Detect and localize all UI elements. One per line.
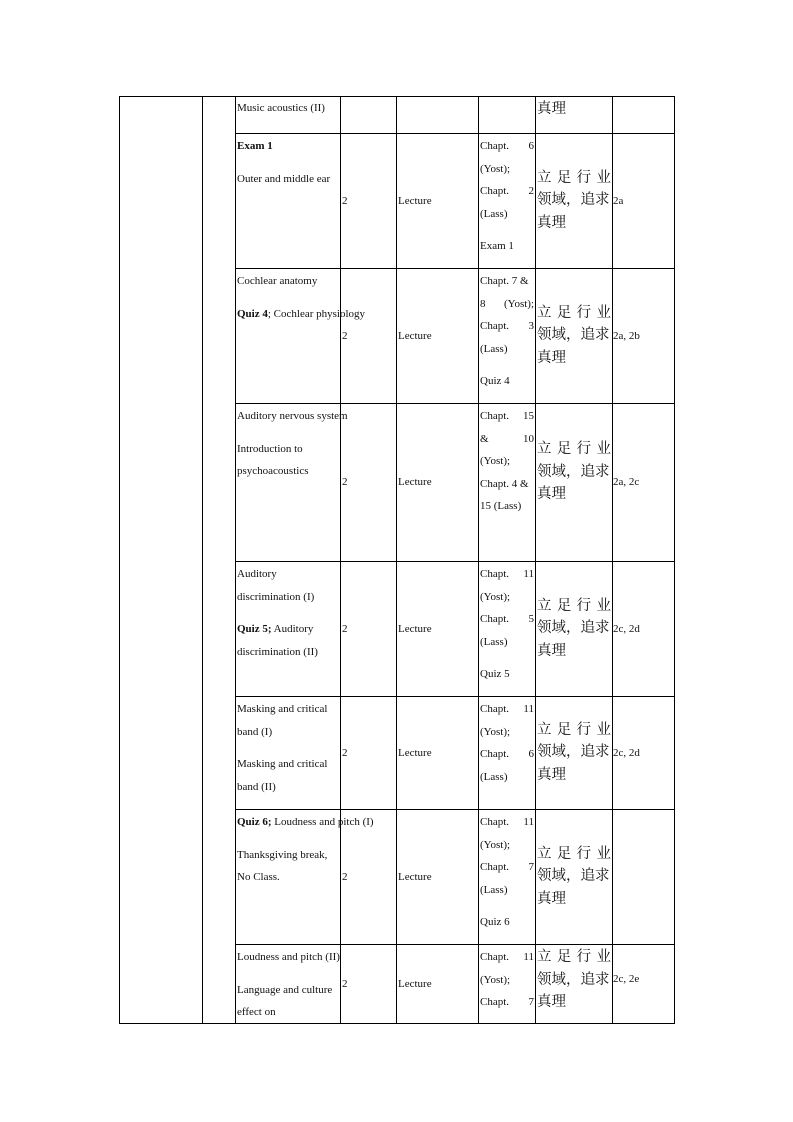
ideology-line xyxy=(537,843,611,866)
reading-line xyxy=(480,405,534,428)
ideology-line xyxy=(537,483,611,506)
ideology-line xyxy=(537,167,611,190)
reading-number: 10 xyxy=(523,432,534,445)
teaching-method-cell xyxy=(398,133,477,268)
ideology-text: 领域，追求 xyxy=(537,620,610,637)
topic-line xyxy=(237,844,339,889)
hours-cell xyxy=(342,403,395,561)
reading-text: Chapt. xyxy=(480,613,510,626)
topic-text: Outer and middle ear xyxy=(237,172,331,185)
topic-text: Auditory nervous system xyxy=(237,410,348,422)
reading-number: 6 xyxy=(528,748,534,761)
reading-line xyxy=(480,270,534,293)
ideology-text: 真理 xyxy=(537,766,566,783)
topic-text: Masking and critical band (II) xyxy=(237,758,328,793)
ideology-char: 业 xyxy=(596,721,611,738)
learning-outcome-value: 2c, 2d xyxy=(613,746,640,759)
ideology-text: 真理 xyxy=(537,101,566,117)
reading-text: Chapt. xyxy=(480,996,510,1009)
reading-text: Exam 1 xyxy=(480,240,514,253)
ideology-text: 真理 xyxy=(537,890,566,907)
reading-cell xyxy=(480,811,534,943)
learning-outcome-value: 2a, 2b xyxy=(613,329,640,342)
ideology-cell xyxy=(537,302,611,370)
reading-line xyxy=(480,180,534,203)
teaching-method-cell xyxy=(398,268,477,403)
reading-text: (Lass) xyxy=(480,770,508,783)
learning-outcome-cell xyxy=(613,133,673,268)
reading-cell xyxy=(480,563,534,695)
learning-outcome-value: 2c, 2d xyxy=(613,622,640,635)
hours-value: 2 xyxy=(342,977,348,990)
reading-text: (Lass) xyxy=(480,342,508,355)
hours-cell xyxy=(342,268,395,403)
reading-number: 11 xyxy=(523,568,534,580)
reading-line xyxy=(480,135,534,158)
reading-line xyxy=(480,235,534,258)
topic-text: Music acoustics (II) xyxy=(237,102,325,114)
reading-text: Chapt. xyxy=(480,185,510,198)
reading-line xyxy=(480,428,534,451)
ideology-cell xyxy=(537,719,611,787)
ideology-char: 业 xyxy=(596,304,611,321)
reading-text: Chapt. xyxy=(480,568,510,580)
reading-number: 11 xyxy=(523,816,534,828)
ideology-line xyxy=(537,617,611,640)
topic-line xyxy=(237,811,374,834)
ideology-line xyxy=(537,324,611,347)
reading-line xyxy=(480,911,534,934)
hours-cell xyxy=(342,133,395,268)
ideology-char: 立 xyxy=(537,304,552,321)
reading-text: (Lass) xyxy=(480,635,508,648)
learning-outcome-value: 2c, 2e xyxy=(613,973,640,985)
reading-text: (Yost); xyxy=(480,725,511,738)
table-column-rule xyxy=(396,96,397,1024)
reading-number: 11 xyxy=(523,703,534,715)
ideology-line xyxy=(537,98,611,121)
ideology-line xyxy=(537,946,611,969)
reading-cell xyxy=(480,405,534,560)
topic-cell xyxy=(237,404,348,561)
ideology-line xyxy=(537,741,611,764)
teaching-method-value: Lecture xyxy=(398,476,432,488)
reading-number: 7 xyxy=(528,861,534,874)
reading-line xyxy=(480,663,534,686)
reading-text: (Lass) xyxy=(480,207,508,220)
reading-text: Quiz 6 xyxy=(480,916,510,929)
reading-text: Chapt. xyxy=(480,410,510,422)
topic-text: Introduction to psychoacoustics xyxy=(237,442,309,478)
topic-cell xyxy=(237,697,339,809)
hours-value: 2 xyxy=(342,746,348,759)
reading-text: (Lass) xyxy=(480,883,508,896)
ideology-line xyxy=(537,888,611,911)
reading-line xyxy=(480,631,534,654)
ideology-char: 立 xyxy=(537,721,552,738)
ideology-char: 立 xyxy=(537,169,552,186)
topic-line xyxy=(237,405,348,428)
ideology-char: 行 xyxy=(576,949,592,965)
hours-value: 2 xyxy=(342,622,348,635)
hours-cell xyxy=(342,809,395,944)
topic-bold-text: Exam 1 xyxy=(237,140,273,152)
topic-line xyxy=(237,97,339,120)
hours-value: 2 xyxy=(342,870,348,883)
learning-outcome-cell xyxy=(613,561,673,696)
reading-line xyxy=(480,495,534,518)
ideology-char: 业 xyxy=(596,597,611,614)
hours-value: 2 xyxy=(342,329,348,342)
hours-cell xyxy=(342,944,395,1023)
topic-text: Language and culture effect on xyxy=(237,983,333,1019)
ideology-char: 立 xyxy=(537,949,552,965)
ideology-line xyxy=(537,212,611,235)
ideology-text: 真理 xyxy=(537,486,566,503)
learning-outcome-value: 2a xyxy=(613,194,624,207)
reading-line xyxy=(480,203,534,226)
reading-number: 3 xyxy=(528,320,534,333)
reading-line xyxy=(480,338,534,361)
reading-line xyxy=(480,586,534,609)
ideology-line xyxy=(537,189,611,212)
topic-text: Masking and critical band (I) xyxy=(237,703,328,738)
ideology-line xyxy=(537,347,611,370)
teaching-method-cell xyxy=(398,696,477,809)
ideology-line xyxy=(537,461,611,484)
topic-bold-text: Quiz 4 xyxy=(237,307,268,320)
topic-cell xyxy=(237,562,339,696)
reading-line xyxy=(480,698,534,721)
reading-line xyxy=(480,991,534,1014)
reading-line xyxy=(480,969,534,992)
ideology-text: 领域，追求 xyxy=(537,971,610,988)
reading-text: Chapt. xyxy=(480,320,510,333)
reading-text: (Yost); xyxy=(480,162,511,175)
ideology-cell xyxy=(537,98,611,121)
topic-line xyxy=(237,946,339,969)
table-column-rule xyxy=(478,96,479,1024)
ideology-char: 足 xyxy=(556,441,572,458)
learning-outcome-cell xyxy=(613,696,673,809)
ideology-cell xyxy=(537,843,611,911)
reading-line xyxy=(480,370,534,393)
topic-line xyxy=(237,563,339,608)
ideology-text: 真理 xyxy=(537,349,566,366)
reading-text: (Yost); xyxy=(480,973,511,986)
learning-outcome-cell xyxy=(613,809,673,944)
reading-text: 8 xyxy=(480,297,486,310)
ideology-char: 足 xyxy=(556,169,572,186)
ideology-line xyxy=(537,302,611,325)
reading-text: Chapt. 4 & xyxy=(480,477,529,490)
reading-text: & xyxy=(480,432,489,445)
reading-text: Quiz 5 xyxy=(480,668,510,681)
teaching-method-value: Lecture xyxy=(398,977,432,990)
topic-line xyxy=(237,303,366,326)
hours-cell xyxy=(342,96,395,133)
reading-line xyxy=(480,608,534,631)
reading-number: 11 xyxy=(523,951,534,963)
reading-line xyxy=(480,811,534,834)
table-column-rule xyxy=(674,96,675,1024)
topic-cell xyxy=(237,269,366,403)
ideology-char: 业 xyxy=(596,169,611,186)
teaching-method-value: Lecture xyxy=(398,194,432,207)
reading-line xyxy=(480,856,534,879)
ideology-text: 真理 xyxy=(537,642,566,659)
reading-line xyxy=(480,450,534,473)
ideology-char: 立 xyxy=(537,441,552,458)
ideology-text: 真理 xyxy=(537,214,566,231)
ideology-line xyxy=(537,969,611,992)
reading-line xyxy=(480,315,534,338)
ideology-line xyxy=(537,865,611,888)
ideology-line xyxy=(537,438,611,461)
reading-number: 5 xyxy=(528,613,534,626)
ideology-text: 领域，追求 xyxy=(537,327,610,344)
learning-outcome-cell xyxy=(613,944,673,1014)
learning-outcome-cell xyxy=(613,268,673,403)
ideology-char: 行 xyxy=(576,597,592,614)
ideology-char: 足 xyxy=(556,597,572,614)
ideology-char: 足 xyxy=(556,845,572,862)
ideology-char: 业 xyxy=(596,845,611,862)
topic-text: Cochlear anatomy xyxy=(237,275,318,287)
ideology-cell xyxy=(537,946,611,1014)
reading-line xyxy=(480,721,534,744)
reading-line xyxy=(480,563,534,586)
ideology-text: 领域，追求 xyxy=(537,463,610,480)
ideology-text: 领域，追求 xyxy=(537,744,610,761)
reading-text: Chapt. 7 & xyxy=(480,275,529,287)
table-column-rule xyxy=(119,96,120,1024)
reading-cell xyxy=(480,270,534,402)
ideology-char: 足 xyxy=(556,721,572,738)
ideology-char: 立 xyxy=(537,597,552,614)
topic-line xyxy=(237,135,339,158)
topic-cell xyxy=(237,810,374,944)
ideology-text: 领域，追求 xyxy=(537,868,610,885)
table-row-rule xyxy=(119,1023,675,1024)
topic-line xyxy=(237,438,339,483)
topic-line xyxy=(237,979,339,1024)
reading-text: Chapt. xyxy=(480,951,510,963)
table-column-rule xyxy=(202,96,203,1024)
table-column-rule xyxy=(235,96,236,1024)
ideology-line xyxy=(537,719,611,742)
reading-cell xyxy=(480,98,534,132)
topic-bold-text: Quiz 6; xyxy=(237,816,272,828)
ideology-text: 真理 xyxy=(537,994,566,1010)
topic-text: Loudness and pitch (I) xyxy=(271,816,374,828)
hours-cell xyxy=(342,696,395,809)
reading-number: 6 xyxy=(528,140,534,152)
reading-text: Chapt. xyxy=(480,748,510,761)
topic-text: Thanksgiving break, No Class. xyxy=(237,848,328,884)
reading-cell xyxy=(480,946,534,1022)
reading-cell xyxy=(480,135,534,267)
ideology-text: 领域，追求 xyxy=(537,192,610,209)
ideology-line xyxy=(537,595,611,618)
teaching-method-value: Lecture xyxy=(398,870,432,883)
teaching-method-cell xyxy=(398,944,477,1023)
reading-line xyxy=(480,946,534,969)
ideology-char: 足 xyxy=(556,304,572,321)
ideology-char: 足 xyxy=(556,949,572,965)
reading-line xyxy=(480,743,534,766)
reading-text: Chapt. xyxy=(480,140,510,152)
learning-outcome-cell xyxy=(613,403,673,561)
reading-line xyxy=(480,879,534,902)
hours-value: 2 xyxy=(342,194,348,207)
topic-bold-text: Quiz 5; xyxy=(237,623,272,636)
teaching-method-cell xyxy=(398,403,477,561)
reading-text: Chapt. xyxy=(480,816,510,828)
reading-line xyxy=(480,158,534,181)
reading-text: (Yost); xyxy=(480,590,511,603)
topic-line xyxy=(237,270,339,293)
ideology-line xyxy=(537,640,611,663)
reading-line xyxy=(480,766,534,789)
reading-text: 15 (Lass) xyxy=(480,500,522,513)
reading-number: (Yost); xyxy=(503,297,534,310)
topic-line xyxy=(237,753,339,798)
topic-text: ; Cochlear physiology xyxy=(267,307,366,320)
reading-cell xyxy=(480,698,534,808)
reading-text: Quiz 4 xyxy=(480,375,510,388)
hours-value: 2 xyxy=(342,476,348,488)
reading-number: 15 xyxy=(523,410,534,422)
topic-cell xyxy=(237,945,339,1023)
reading-number: 2 xyxy=(528,185,534,198)
learning-outcome-cell xyxy=(613,96,673,133)
topic-text: Auditory discrimination (II) xyxy=(237,623,318,658)
ideology-cell xyxy=(537,167,611,235)
topic-text: Auditory discrimination (I) xyxy=(237,568,315,603)
ideology-line xyxy=(537,991,611,1014)
ideology-char: 行 xyxy=(576,845,592,862)
ideology-char: 业 xyxy=(596,441,611,458)
teaching-method-cell xyxy=(398,96,477,133)
ideology-cell xyxy=(537,438,611,506)
teaching-method-value: Lecture xyxy=(398,622,432,635)
reading-text: (Yost); xyxy=(480,838,511,851)
table-column-rule xyxy=(535,96,536,1024)
ideology-line xyxy=(537,764,611,787)
table-row-rule xyxy=(119,96,675,97)
table-column-rule xyxy=(340,96,341,1024)
course-schedule-table xyxy=(119,96,675,1024)
reading-line xyxy=(480,473,534,496)
reading-line xyxy=(480,293,534,316)
topic-cell xyxy=(237,134,339,268)
teaching-method-cell xyxy=(398,809,477,944)
teaching-method-value: Lecture xyxy=(398,746,432,759)
ideology-char: 行 xyxy=(576,304,592,321)
ideology-char: 立 xyxy=(537,845,552,862)
reading-number: 7 xyxy=(528,996,534,1009)
ideology-char: 行 xyxy=(576,441,592,458)
topic-line xyxy=(237,698,339,743)
topic-text: Loudness and pitch (II) xyxy=(237,951,340,963)
topic-line xyxy=(237,168,339,191)
reading-text: Chapt. xyxy=(480,861,510,874)
hours-cell xyxy=(342,561,395,696)
teaching-method-cell xyxy=(398,561,477,696)
topic-line xyxy=(237,618,339,663)
reading-text: Chapt. xyxy=(480,703,510,715)
learning-outcome-value: 2a, 2c xyxy=(613,476,640,488)
reading-text: (Yost); xyxy=(480,455,511,468)
ideology-char: 业 xyxy=(596,949,611,965)
topic-cell xyxy=(237,97,339,132)
ideology-cell xyxy=(537,595,611,663)
teaching-method-value: Lecture xyxy=(398,329,432,342)
ideology-char: 行 xyxy=(576,721,592,738)
ideology-char: 行 xyxy=(576,169,592,186)
reading-line xyxy=(480,834,534,857)
